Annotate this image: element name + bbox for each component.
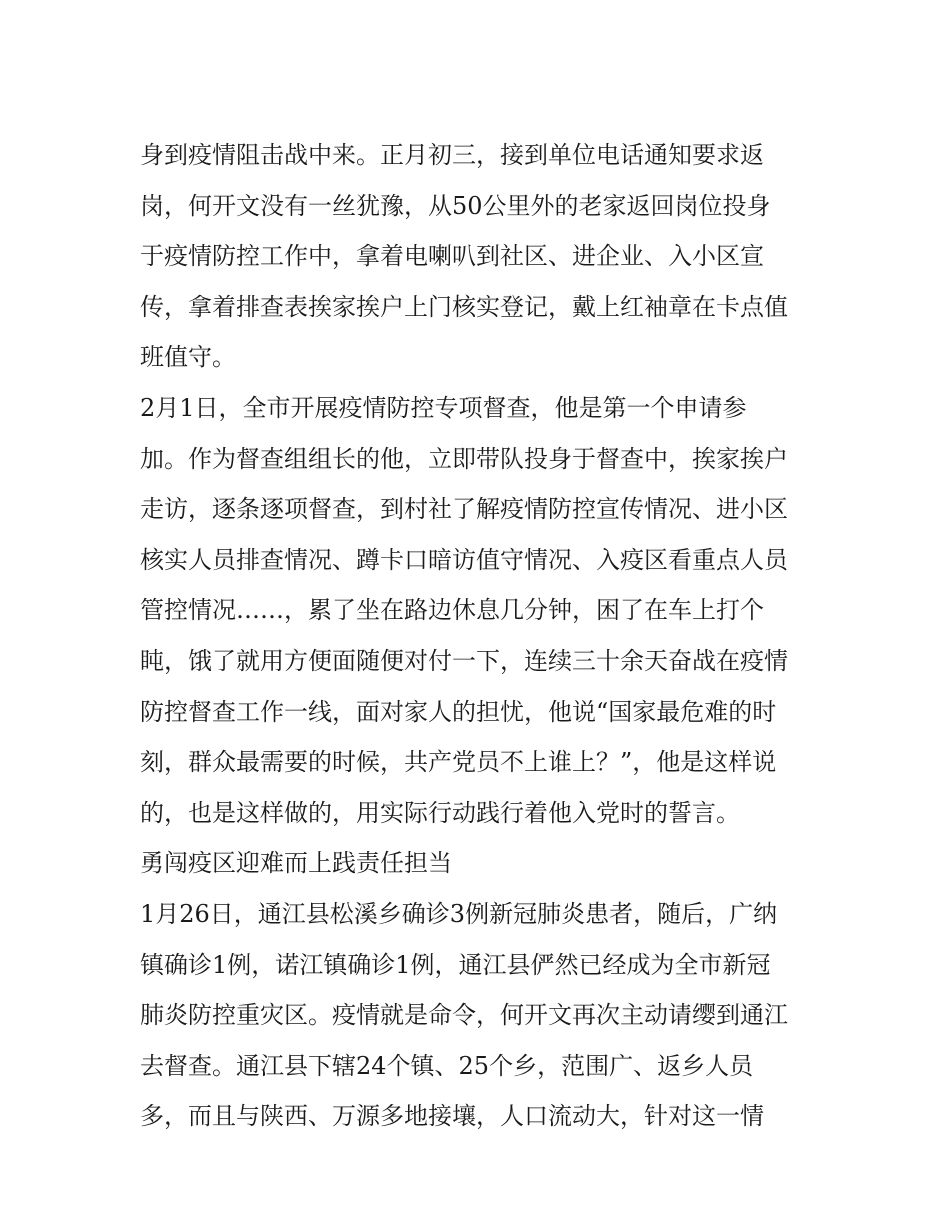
text-line-12: 防控督查工作一线，面对家人的担忧，他说“国家最危难的时 xyxy=(140,697,777,726)
text-line-9: 核实人员排查情况、蹲卡口暗访值守情况、入疫区看重点人员 xyxy=(140,545,788,574)
text-line-6: 2月1日，全市开展疫情防控专项督查，他是第一个申请参 xyxy=(140,393,747,422)
text-line-11: 盹，饿了就用方便面随便对付一下，连续三十余天奋战在疫情 xyxy=(140,646,788,675)
text-line-1: 身到疫情阻击战中来。正月初三，接到单位电话通知要求返 xyxy=(140,141,764,169)
text-line-13: 刻，群众最需要的时候，共产党员不上谁上？”，他是这样说 xyxy=(140,748,777,777)
text-line-17: 镇确诊1例，诺江镇确诊1例，通江县俨然已经成为全市新冠 xyxy=(140,950,771,979)
section-heading: 勇闯疫区迎难而上践责任担当 xyxy=(140,849,452,878)
text-line-20: 多，而且与陕西、万源多地接壤，人口流动大，针对这一情 xyxy=(140,1102,764,1131)
text-line-7: 加。作为督查组组长的他，立即带队投身于督查中，挨家挨户 xyxy=(140,444,788,473)
body-text xyxy=(140,130,830,1142)
text-line-18: 肺炎防控重灾区。疫情就是命令，何开文再次主动请缨到通江 xyxy=(140,1001,788,1030)
text-line-10: 管控情况……，累了坐在路边休息几分钟，困了在车上打个 xyxy=(140,596,764,625)
text-line-19: 去督查。通江县下辖24个镇、25个乡，范围广、返乡人员 xyxy=(140,1051,754,1080)
text-line-2: 岗，何开文没有一丝犹豫，从50公里外的老家返回岗位投身 xyxy=(140,191,771,220)
text-line-8: 走访，逐条逐项督查，到村社了解疫情防控宣传情况、进小区 xyxy=(140,495,788,524)
text-line-16: 1月26日，通江县松溪乡确诊3例新冠肺炎患者，随后，广纳 xyxy=(140,899,778,928)
text-line-3: 于疫情防控工作中，拿着电喇叭到社区、进企业、入小区宣 xyxy=(140,242,764,271)
text-line-14: 的，也是这样做的，用实际行动践行着他入党时的誓言。 xyxy=(140,798,740,827)
text-line-4: 传，拿着排查表挨家挨户上门核实登记，戴上红袖章在卡点值 xyxy=(140,292,788,321)
text-line-5: 班值守。 xyxy=(140,343,236,372)
